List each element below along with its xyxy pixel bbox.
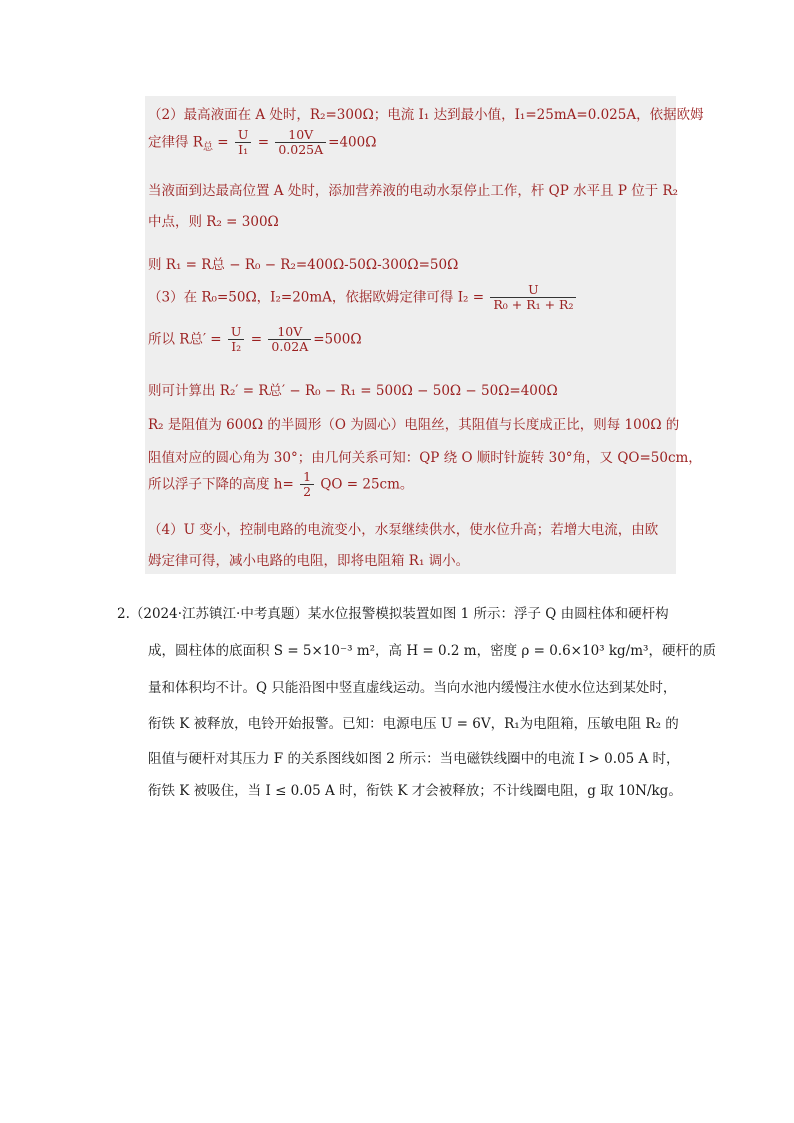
solution-line-6 bbox=[148, 283, 578, 313]
text: （3）在 R₀=50Ω，I₂=20mA，依据欧姆定律可得 I₂ = bbox=[148, 289, 489, 306]
text: =500Ω bbox=[313, 331, 362, 348]
text: QO = 25cm。 bbox=[316, 476, 414, 493]
solution-line-5: 则 R₁ = R总 − R₀ − R₂=400Ω-50Ω-300Ω=50Ω bbox=[148, 257, 459, 273]
question-line-1: 2.（2024·江苏镇江·中考真题）某水位报警模拟装置如图 1 所示：浮子 Q 由圆柱体和硬杆构 bbox=[117, 606, 669, 622]
question-line-5: 阻值与硬杆对其压力 F 的关系图线如图 2 所示：当电磁铁线圈中的电流 I > 0.05 A 时， bbox=[148, 751, 680, 767]
text: = bbox=[212, 134, 233, 151]
fraction-values bbox=[268, 325, 311, 355]
numerator: 10V bbox=[268, 325, 311, 340]
solution-line-13: 姆定律可得，减小电路的电阻，即将电阻箱 R₁ 调小。 bbox=[148, 553, 470, 569]
numerator: 10V bbox=[275, 128, 326, 143]
solution-line-1: （2）最高液面在 A 处时，R₂=300Ω；电流 I₁ 达到最小值，I₁=25mA=0.025A，依据欧姆 bbox=[148, 107, 704, 123]
text: = bbox=[253, 134, 274, 151]
text: 所以 R总′ = bbox=[148, 331, 226, 348]
numerator: U bbox=[490, 283, 576, 298]
denominator: 0.02A bbox=[271, 339, 309, 355]
denominator: 2 bbox=[303, 484, 312, 500]
denominator: I₂ bbox=[231, 339, 242, 355]
solution-line-3: 当液面到达最高位置 A 处时，添加营养液的电动水泵停止工作，杆 QP 水平且 P 位于 R₂ bbox=[148, 183, 679, 199]
numerator: 1 bbox=[300, 470, 314, 485]
solution-line-11 bbox=[148, 470, 413, 500]
denominator: 0.025A bbox=[278, 142, 324, 158]
question-line-3: 量和体积均不计。Q 只能沿图中竖直虚线运动。当向水池内缓慢注水使水位达到某处时， bbox=[148, 680, 677, 696]
text: 所以浮子下降的高度 h= bbox=[148, 476, 299, 493]
fraction-u-over-i2 bbox=[228, 325, 245, 355]
question-line-6: 衔铁 K 被吸住，当 I ≤ 0.05 A 时，衔铁 K 才会被释放；不计线圈电阻，g 取 10N/kg。 bbox=[148, 783, 682, 799]
solution-line-7 bbox=[148, 325, 362, 355]
numerator: U bbox=[235, 128, 252, 143]
text: =400Ω bbox=[328, 134, 377, 151]
question-line-4: 衔铁 K 被释放，电铃开始报警。已知：电源电压 U = 6V，R₁为电阻箱，压敏电阻 R₂ 的 bbox=[148, 716, 679, 732]
denominator: I₁ bbox=[238, 142, 249, 158]
question-line-2: 成，圆柱体的底面积 S = 5×10⁻³ m²，高 H = 0.2 m，密度 ρ = 0.6×10³ kg/m³，硬杆的质 bbox=[148, 643, 716, 659]
fraction-one-half bbox=[300, 470, 314, 500]
numerator: U bbox=[228, 325, 245, 340]
solution-line-4: 中点，则 R₂ = 300Ω bbox=[148, 214, 279, 230]
fraction-u-over-sum bbox=[490, 283, 576, 313]
solution-line-8: 则可计算出 R₂′ = R总′ − R₀ − R₁ = 500Ω − 50Ω − 50Ω=400Ω bbox=[148, 383, 558, 399]
text: 定律得 R bbox=[148, 134, 203, 151]
solution-line-9: R₂ 是阻值为 600Ω 的半圆形（O 为圆心）电阻丝，其阻值与长度成正比，则每 100Ω 的 bbox=[148, 417, 680, 433]
solution-line-2 bbox=[148, 128, 376, 158]
denominator: R₀ + R₁ + R₂ bbox=[493, 297, 574, 313]
solution-line-12: （4）U 变小，控制电路的电流变小，水泵继续供水，使水位升高；若增大电流，由欧 bbox=[148, 522, 659, 538]
solution-line-10: 阻值对应的圆心角为 30°；由几何关系可知：QP 绕 O 顺时针旋转 30°角，又 QO=50cm， bbox=[148, 450, 702, 466]
text: = bbox=[246, 331, 267, 348]
subscript: 总 bbox=[202, 142, 213, 154]
fraction-values bbox=[275, 128, 326, 158]
fraction-u-over-i1 bbox=[235, 128, 252, 158]
